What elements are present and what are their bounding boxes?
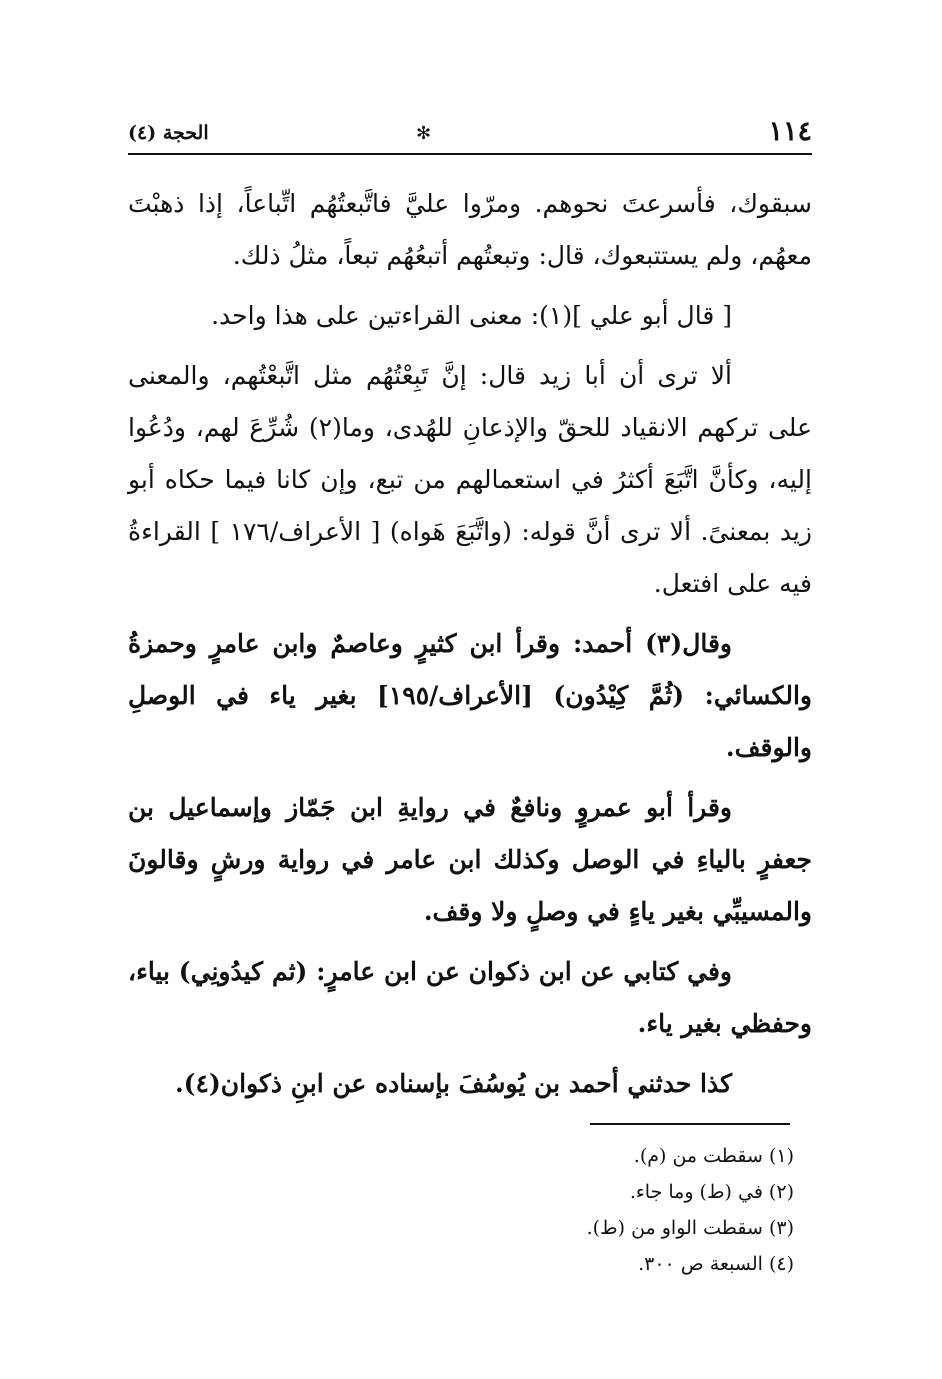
footnote: (٤) السبعة ص ٣٠٠. xyxy=(638,1253,794,1275)
paragraph: كذا حدثني أحمد بن يُوسُفَ بإسناده عن ابنِ ذكوان(٤). xyxy=(174,1069,732,1098)
paragraph: وقرأ أبو عمروٍ ونافعٌ في روايةِ ابن جَمّاز وإسماعيل بن جعفرٍ بالياءِ في الوصل وكذلك ابن عامر في رواية ورشٍ وقالونَ والمسيبِّي بغير ياءٍ في وصلٍ ولا وقف. xyxy=(128,793,812,926)
header-rule xyxy=(128,153,812,155)
running-header xyxy=(128,112,812,152)
paragraph: ألا ترى أن أبا زيد قال: إنَّ تَبِعْتُهُم مثل اتَّبعْتُهم، والمعنى على تركهم الانقياد للحقّ والإذعانِ للهُدى، وما(٢) شُرِّعَ لهم، ودُعُوا إليه، وكأنَّ اتَّبَعَ أكثرُ في استعمالهم من تبع، وإن كانا فيما حكاه أبو زيد بمعنىً. ألا ترى أنَّ قوله: (واتَّبَعَ هَواه) [ الأعراف/١٧٦ ] القراءةُ فيه على افتعل. xyxy=(128,361,812,598)
body-text xyxy=(128,178,812,1118)
footnotes xyxy=(400,1138,794,1282)
ornament-icon: ✻ xyxy=(416,123,432,144)
footnote: (٢) في (ط) وما جاء. xyxy=(629,1181,794,1203)
footnote: (١) سقطت من (م). xyxy=(633,1145,794,1167)
page-number: ١١٤ xyxy=(768,116,812,147)
book-title: الحجة (٤) xyxy=(128,122,209,144)
paragraph: وفي كتابي عن ابن ذكوان عن ابن عامرٍ: (ثم كيدُونِي) بياء، وحفظي بغير ياء. xyxy=(128,957,812,1038)
footnote: (٣) سقطت الواو من (ط). xyxy=(586,1217,794,1239)
footnote-rule xyxy=(590,1123,790,1125)
paragraph: سبقوك، فأسرعتَ نحوهم. ومرّوا عليَّ فاتَّبعتُهُم اتِّباعاً، إذا ذهبْتَ معهُم، ولم يستتبعوك، قال: وتبعتُهم أتبعُهُم تبعاً، مثلُ ذلك. xyxy=(128,189,812,270)
paragraph: وقال(٣) أحمد: وقرأ ابن كثيرٍ وعاصمٌ وابن عامرٍ وحمزةُ والكسائي: (ثُمَّ كِيْدُون) [الأعراف/١٩٥] بغير ياء في الوصلِ والوقف. xyxy=(128,629,812,762)
paragraph: [ قال أبو علي ](١): معنى القراءتين على هذا واحد. xyxy=(211,301,732,330)
